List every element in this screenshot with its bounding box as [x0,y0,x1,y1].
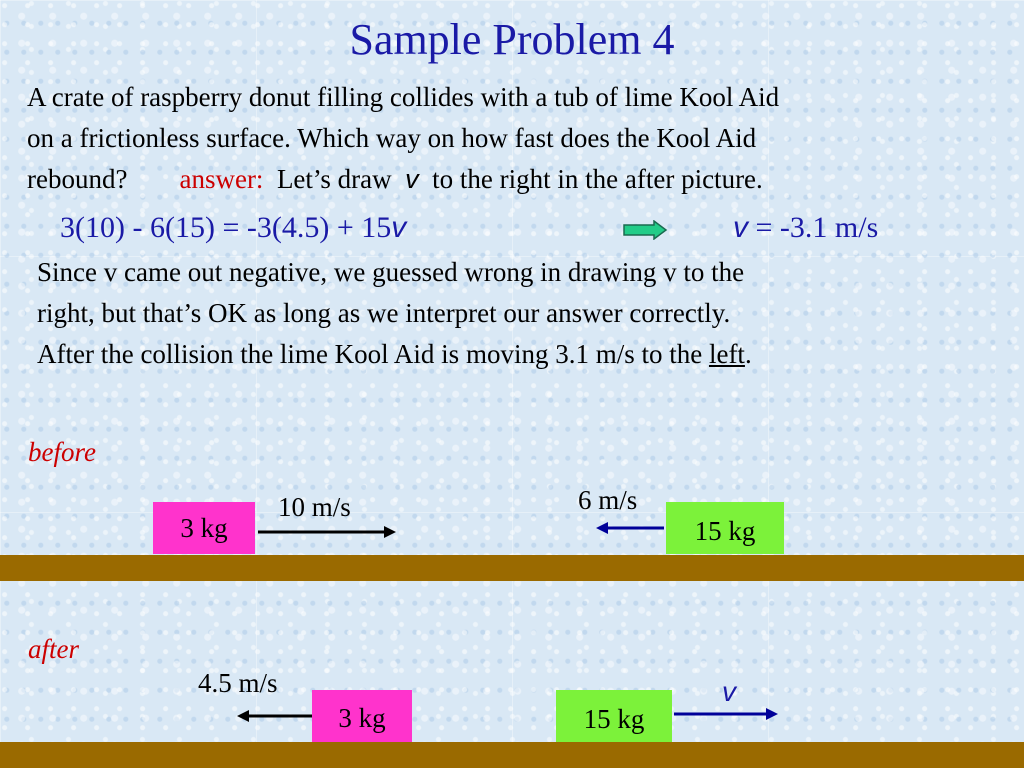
left-word: left [708,339,745,369]
result-var: v [733,211,748,244]
explanation-line-3-text: After the collision the lime Kool Aid is moving 3.1 m/s to the [37,339,703,369]
before-crate-arrow-icon [258,522,398,542]
answer-label: answer: [179,164,264,194]
after-crate-box: 3 kg [312,690,412,742]
before-crate-box: 3 kg [153,502,255,554]
before-label: before [28,437,96,467]
problem-line-2: on a frictionless surface. Which way on how fast does the Kool Aid [27,123,757,153]
implies-arrow-icon [622,220,668,240]
equation-result [733,206,878,250]
problem-rebound: rebound? [27,164,128,194]
before-floor [0,555,1024,581]
after-crate-speed: 4.5 m/s [198,668,278,698]
problem-statement [27,77,1007,200]
problem-line-1: A crate of raspberry donut filling collides with a tub of lime Kool Aid [27,82,780,112]
problem-draw-rest: to the right in the after picture. [432,164,763,194]
after-crate-arrow-icon [237,706,313,726]
after-label: after [28,634,79,664]
slide-title: Sample Problem 4 [349,15,675,64]
after-floor [0,742,1024,768]
explanation [37,252,1007,375]
problem-line-3 [27,159,1007,200]
before-tub-box: 15 kg [666,502,784,554]
before-tub-arrow-icon [596,518,666,538]
after-tub-velocity: v [722,676,736,707]
after-tub-arrow-icon [674,704,780,724]
equation-lhs: 3(10) - 6(15) = -3(4.5) + 15 [60,211,392,244]
problem-draw-text: Let’s draw [276,164,392,194]
explanation-line-1: Since v came out negative, we guessed wrong in drawing v to the [37,257,745,287]
equation-var: v [391,211,407,244]
momentum-equation [60,206,406,250]
explanation-line-2: right, but that’s OK as long as we interpret our answer correctly. [37,298,731,328]
before-crate-speed: 10 m/s [278,492,351,522]
velocity-symbol: v [405,164,419,194]
before-tub-speed: 6 m/s [578,485,638,515]
result-value: = -3.1 m/s [755,211,879,244]
explanation-period: . [744,339,752,369]
explanation-line-3 [37,334,1007,375]
after-tub-box: 15 kg [556,690,672,742]
